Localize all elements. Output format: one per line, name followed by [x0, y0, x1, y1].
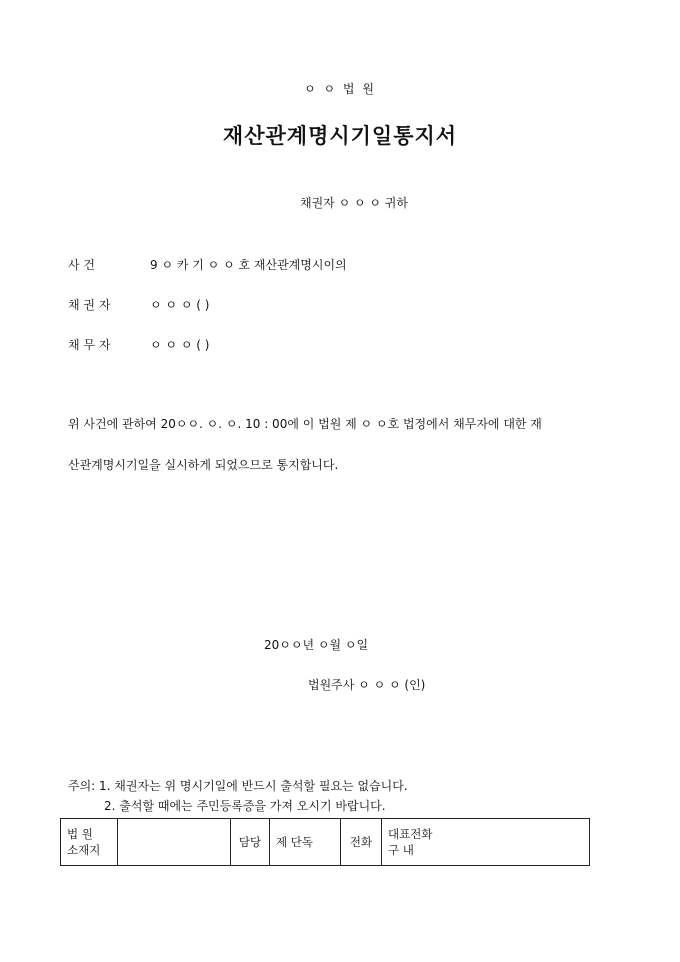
court-clerk-signature: 법원주사 ㅇ ㅇ ㅇ (인): [308, 678, 426, 692]
phone-label: 전화: [341, 819, 382, 866]
issue-date: 20ㅇㅇ년 ㅇ월 ㅇ일: [264, 638, 369, 652]
staff-label: 담당: [231, 819, 270, 866]
case-label: 사 건: [68, 258, 95, 272]
court-address: [118, 819, 231, 866]
debtor-label: 채 무 자: [68, 338, 111, 352]
notice-body-line-2: 산관계명시기일을 실시하게 되었으므로 통지합니다.: [68, 458, 339, 472]
court-location-label: 법 원 소재지: [61, 819, 118, 866]
document-title: 재산관계명시기일통지서: [222, 123, 458, 148]
division-cell: 제 단독: [270, 819, 341, 866]
court-info-table: [60, 818, 590, 866]
note-1: 주의: 1. 채권자는 위 명시기일에 반드시 출석할 필요는 없습니다.: [68, 779, 408, 793]
note-2: 2. 출석할 때에는 주민등록증을 가져 오시기 바랍니다.: [104, 799, 386, 813]
case-value: 9 ㅇ 카 기 ㅇ ㅇ 호 재산관계명시이의: [150, 258, 347, 272]
creditor-value: ㅇ ㅇ ㅇ ( ): [150, 298, 210, 312]
phone-numbers: 대표전화 구 내: [382, 819, 590, 866]
recipient-line: 채권자 ㅇ ㅇ ㅇ 귀하: [300, 196, 408, 210]
court-name: ㅇ ㅇ 법 원: [304, 82, 376, 96]
debtor-value: ㅇ ㅇ ㅇ ( ): [150, 338, 210, 352]
creditor-label: 채 권 자: [68, 298, 111, 312]
notice-body-line-1: 위 사건에 관하여 20ㅇㅇ. ㅇ. ㅇ. 10 : 00에 이 법원 제 ㅇ ㅇ호 법정에서 채무자에 대한 재: [68, 417, 542, 431]
